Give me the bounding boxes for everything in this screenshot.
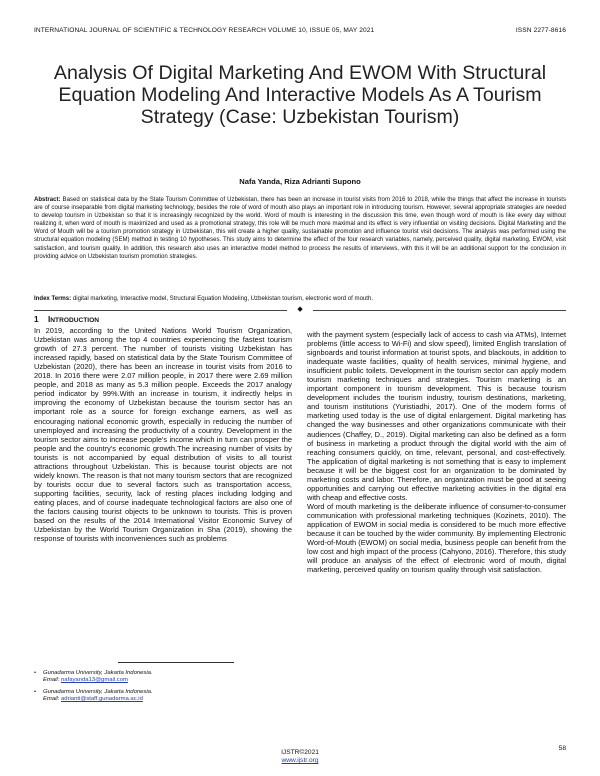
- email-link[interactable]: adrianti@staff.gunadarma.ac.id: [61, 696, 143, 703]
- abstract-text: Based on statistical data by the State Tourism Committee of Uzbekistan, there has been an increase in tourist visits from 2016 to 2018, while the things that affect the increase in tourists are of course inseparable from digital marketing technology, besides the role of word of mouth also plays an important role in introducing tourism. However, several appropriate strategies are needed to develop tourism in Uzbekistan so that it is increasingly recognized by the world. Word of mouth is interesting in the discussion this time, even though word of mouth is like every day without realizing it, when word of mouth is maximized and used as a promotional strategy, this role will be much more maximal and its effect is very influential on visiting decisions. Digital Marketing and the Word of Mouth will be a tourism promotion strategy in Uzbekistan, this will create a higher quality, sustainable promotion and influence tourist visit decisions. The analysis was performed using the structural equation modeling (SEM) method in testing 10 hypotheses. This study aims to determine the effect of the four research variables, namely, perceived quality, digital marketing, EWOM, visit satisfaction, and tourism quality. In addition, this research also uses an interactive model method to process the results of interviews, with this it will be an additional support for the conclusion in providing advice on Uzbekistan tourism promotion strategies.: [34, 197, 566, 260]
- journal-name: INTERNATIONAL JOURNAL OF SCIENTIFIC & TECHNOLOGY RESEARCH VOLUME 10, ISSUE 05, MAY 2021: [34, 27, 375, 34]
- right-column: [307, 330, 566, 574]
- footnote-author-2: [34, 689, 292, 704]
- authors: Nafa Yanda, Riza Adrianti Supono: [239, 177, 361, 186]
- email-link[interactable]: nafayanda13@gmail.com: [61, 677, 128, 684]
- body-paragraph: Word of mouth marketing is the deliberate influence of consumer-to-consumer communication with professional marketing techniques (Kozinets, 2010). The application of EWOM in social media is considered to be much more effective because it can be touched by the wider community. By implementing Electronic Word-of-Mouth (EWOM) on social media, business people can benefit from the low cost and high impact of the process (Cahyono, 2016). Therefore, this study will produce an analysis of the effect of electronic word of mouth, digital marketing, perceived quality on tourism quality through visit satisfaction.: [307, 501, 566, 575]
- email-label: Email:: [43, 677, 62, 684]
- abstract-label: Abstract:: [34, 197, 61, 203]
- section-separator: [34, 306, 566, 314]
- paper-title: Analysis Of Digital Marketing And EWOM With Structural Equation Modeling And Interactive Models As A Tourism Strategy (Case: Uzbekistan Tourism): [53, 62, 547, 128]
- section-number: 1: [34, 315, 39, 324]
- copyright: IJSTR©2021: [281, 749, 319, 756]
- footnote-author-1: [34, 670, 292, 685]
- email-label: Email:: [43, 696, 62, 703]
- left-column: [34, 315, 292, 543]
- abstract: [34, 196, 566, 261]
- footnote-rule: [118, 662, 234, 663]
- running-header: [34, 27, 566, 34]
- affiliation: Gunadarma University, Jakarta Indonesia.: [43, 670, 153, 676]
- separator-line-right: [313, 310, 566, 311]
- diamond-icon: ◆: [297, 306, 303, 313]
- journal-url-link[interactable]: www.ijstr.org: [281, 757, 319, 764]
- section-initial: I: [48, 315, 51, 324]
- index-terms-text: digital marketing, Interactive model, Structural Equation Modeling, Uzbekistan tourism, electronic word of mouth.: [71, 296, 374, 302]
- section-title-rest: NTRODUCTION: [50, 317, 99, 324]
- issn: ISSN 2277-8616: [515, 27, 566, 34]
- bullet-icon: •: [34, 689, 37, 695]
- page-footer: [0, 749, 600, 765]
- page-number: 58: [558, 745, 566, 752]
- affiliation: Gunadarma University, Jakarta Indonesia.: [43, 689, 153, 695]
- bullet-icon: •: [34, 670, 37, 676]
- body-paragraph: In 2019, according to the United Nations World Tourism Organization, Uzbekistan was among the top 4 countries experiencing the fastest tourism growth of 27.3 percent. The number of tourists visiting Uzbekistan has increased rapidly, based on statistical data by the State Tourism Committee of Uzbekistan (2020), there has been an increase in tourist visits from 2016 to 2018. In 2016 there were 2.07 million people, in 2017 there were 2.69 million people, and 2018 as many as 5.3 million people. Exceeds the 2017 analogy period indicator by 99%.With an increase in tourism, it indirectly helps in improving the economy of Uzbekistan because the tourism sector has an important role as a source for foreign exchange earners, as well as encouraging national economic growth, especially in reducing the number of unemployed and increasing the productivity of a country. Development in the tourism sector aims to increase people's income which in turn can prosper the people and the country's economic growth.The increasing number of visits by tourists is not accompanied by equal distribution of visits to all tourist attractions throughout Uzbekistan. This is because tourist objects are not widely known. The reason is that not many tourism sectors that are recognized by tourists occur due to several factors such as transportation access, supporting facilities, security, lack of resting places including lodging and eating places, and of course inadequate technological factors are also one of the factors causing tourist objects to be unknown to tourists. This is proven based on the results of the 2014 International Visitor Economic Survey of Uzbekistan by the World Tourism Organization in Sha (2019), showing the response of tourists with inconveniences such as problems: [34, 326, 292, 544]
- body-paragraph: with the payment system (especially lack of access to cash via ATMs), Internet problems (little access to Wi-Fi) and slow speed), limited English translation of signboards and tourist information at tourist spots, and blackouts, in addition to inadequate waste facilities, quality of health services, minimal hygiene, and insufficient public toilets. Development in the tourism sector can apply modern tourism marketing techniques and strategies. Tourism marketing is an important component in tourism development. This is because tourism development includes the tourism industry, tourism destinations, marketing, and tourism institutions (Yuristiadhi, 2017). One of the modern forms of marketing used today is the use of digital enlargement. Digital marketing has changed the way businesses and other organizations communicate with their audiences (Chaffey, D., 2019). Digital marketing can also be defined as a form of business in marketing a product through the digital world with the aim of reaching consumers quickly, on time, relevant, personal, and cost-effectively. The application of digital marketing is not something that is easy to implement because it will be the biggest cost for an organization to be dominated by marketing costs and labor. Therefore, an organization must be good at seeing opportunities and carrying out effective marketing activities in the digital era with cheap and effective costs.: [307, 330, 566, 502]
- section-heading-introduction: [34, 315, 292, 325]
- index-terms: [34, 296, 566, 302]
- separator-line-left: [34, 310, 287, 311]
- index-terms-label: Index Terms:: [34, 296, 72, 302]
